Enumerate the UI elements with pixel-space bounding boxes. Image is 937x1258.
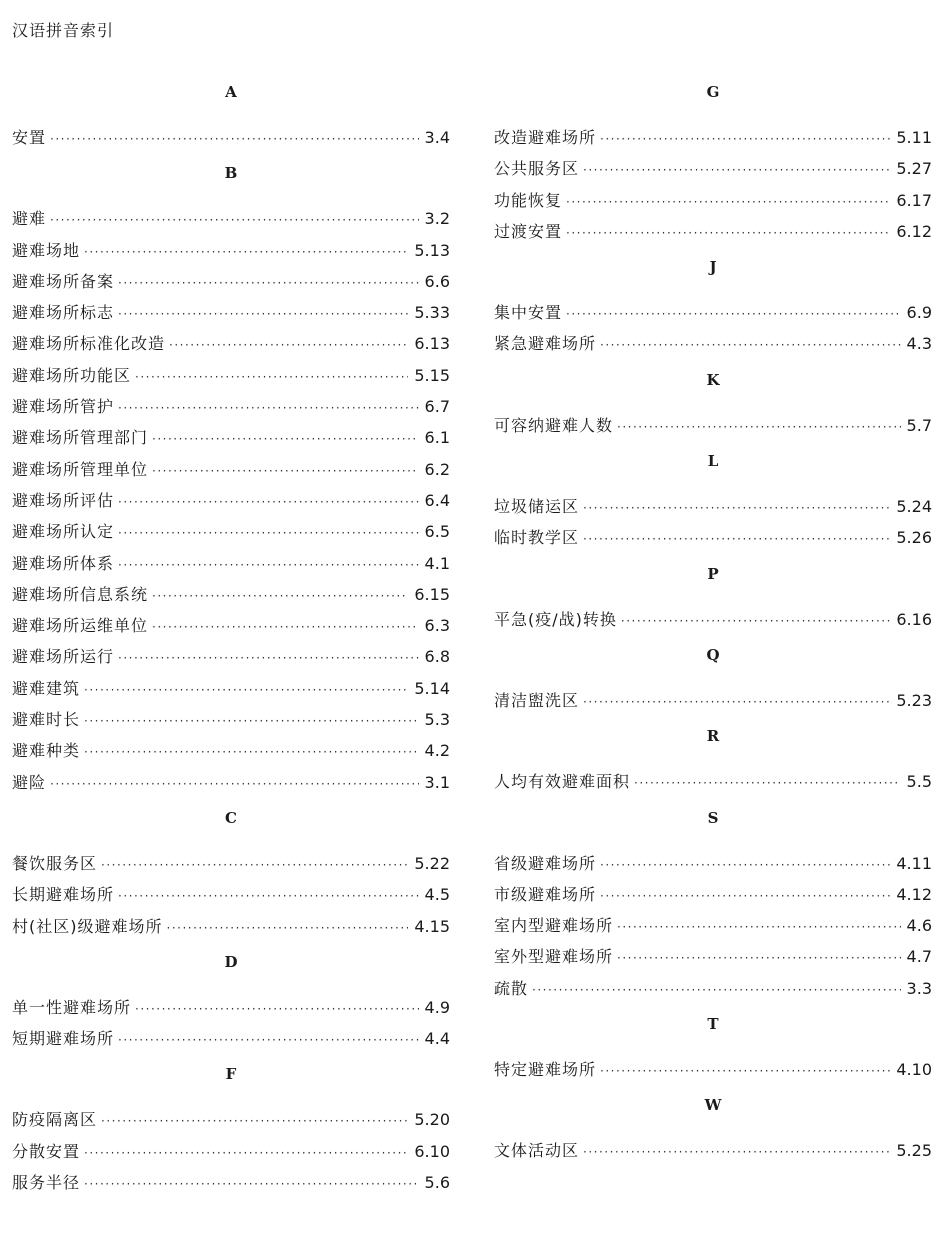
dot-leader	[118, 1025, 419, 1056]
index-clause-number: 4.7	[906, 947, 932, 967]
index-section-d	[12, 944, 450, 1055]
index-term: 避难场所运行	[12, 647, 115, 667]
index-entry[interactable]	[12, 422, 450, 453]
index-section-f	[12, 1056, 450, 1198]
index-clause-number: 5.33	[414, 303, 450, 323]
index-entry[interactable]	[12, 266, 450, 297]
dot-leader	[101, 1106, 408, 1137]
section-letter: W	[704, 1096, 722, 1115]
index-clause-number: 4.2	[424, 741, 450, 761]
index-entry[interactable]	[12, 992, 450, 1023]
index-entry[interactable]	[494, 185, 932, 216]
dot-leader	[167, 913, 409, 944]
index-term: 防疫隔离区	[12, 1110, 98, 1130]
index-column-right	[494, 72, 932, 1167]
index-term: 清洁盥洗区	[494, 690, 580, 710]
dot-leader	[118, 643, 419, 674]
index-clause-number: 5.14	[414, 678, 450, 698]
dot-leader	[135, 994, 419, 1025]
index-clause-number: 5.3	[424, 710, 450, 730]
index-entry[interactable]	[494, 153, 932, 184]
index-clause-number: 4.4	[424, 1029, 450, 1049]
index-section-s	[494, 800, 932, 1004]
section-letter: J	[709, 258, 717, 277]
index-clause-number: 6.17	[896, 190, 932, 210]
index-entry[interactable]	[12, 454, 450, 485]
index-entry[interactable]	[494, 879, 932, 910]
index-term: 避难场所备案	[12, 271, 115, 291]
dot-leader	[600, 881, 890, 912]
index-clause-number: 3.1	[424, 772, 450, 792]
index-term: 单一性避难场所	[12, 997, 132, 1017]
dot-leader	[621, 606, 890, 637]
index-entry[interactable]	[12, 848, 450, 879]
section-letter: Q	[706, 645, 720, 664]
index-entry[interactable]	[12, 516, 450, 547]
index-clause-number: 6.12	[896, 221, 932, 241]
index-entry[interactable]	[12, 735, 450, 766]
dot-leader	[583, 687, 890, 718]
index-section-j	[494, 249, 932, 360]
index-entry[interactable]	[12, 548, 450, 579]
index-term: 避难时长	[12, 710, 81, 730]
index-term: 过渡安置	[494, 221, 563, 241]
index-term: 避难种类	[12, 741, 81, 761]
index-entry[interactable]	[12, 328, 450, 359]
index-clause-number: 3.4	[424, 128, 450, 147]
dot-leader	[600, 124, 890, 155]
dot-leader	[152, 456, 419, 487]
index-clause-number: 3.2	[424, 209, 450, 229]
index-term: 特定避难场所	[494, 1060, 597, 1080]
index-section-b	[12, 155, 450, 798]
index-entry[interactable]	[12, 485, 450, 516]
index-entry[interactable]	[494, 1135, 932, 1166]
index-entry[interactable]	[12, 122, 450, 153]
index-term: 长期避难场所	[12, 885, 115, 905]
index-term: 避难场所体系	[12, 553, 115, 573]
index-clause-number: 5.25	[896, 1141, 932, 1161]
dot-leader	[600, 330, 901, 361]
index-clause-number: 5.7	[906, 415, 932, 435]
index-entry[interactable]	[494, 973, 932, 1004]
index-entry[interactable]	[12, 1023, 450, 1054]
section-letter: F	[225, 1065, 237, 1084]
index-entry[interactable]	[12, 767, 450, 798]
dot-leader	[600, 1056, 890, 1087]
section-letter: D	[224, 952, 238, 971]
dot-leader	[118, 299, 408, 330]
index-clause-number: 6.8	[424, 647, 450, 667]
index-term: 功能恢复	[494, 190, 563, 210]
index-term: 避险	[12, 772, 47, 792]
dot-leader	[617, 912, 901, 943]
dot-leader	[617, 412, 901, 443]
index-entry[interactable]	[12, 360, 450, 391]
dot-leader	[583, 1137, 890, 1168]
index-term: 临时教学区	[494, 528, 580, 548]
dot-leader	[84, 1138, 408, 1169]
dot-leader	[583, 155, 890, 186]
index-term: 餐饮服务区	[12, 853, 98, 873]
index-entry[interactable]	[494, 216, 932, 247]
dot-leader	[566, 299, 901, 330]
index-term: 避难场所标准化改造	[12, 334, 166, 354]
index-term: 避难场所信息系统	[12, 584, 149, 604]
index-term: 避难	[12, 209, 47, 229]
dot-leader	[118, 268, 419, 299]
index-clause-number: 6.4	[424, 490, 450, 510]
index-clause-number: 4.15	[414, 916, 450, 936]
dot-leader	[169, 330, 408, 361]
index-clause-number: 4.10	[896, 1060, 932, 1080]
index-section-k	[494, 362, 932, 441]
index-entry[interactable]	[12, 297, 450, 328]
index-clause-number: 4.5	[424, 885, 450, 905]
dot-leader	[135, 362, 408, 393]
index-term: 短期避难场所	[12, 1029, 115, 1049]
index-entry[interactable]	[12, 1136, 450, 1167]
index-clause-number: 5.15	[414, 365, 450, 385]
index-term: 避难场地	[12, 240, 81, 260]
dot-leader	[617, 943, 901, 974]
index-column-left	[12, 72, 450, 1198]
index-clause-number: 5.20	[414, 1110, 450, 1130]
dot-leader	[84, 675, 408, 706]
index-entry[interactable]	[494, 1054, 932, 1085]
index-term: 室外型避难场所	[494, 947, 614, 967]
index-term: 避难场所管理部门	[12, 428, 149, 448]
index-clause-number: 5.22	[414, 853, 450, 873]
section-letter: B	[224, 164, 238, 183]
index-section-p	[494, 556, 932, 635]
index-entry[interactable]	[494, 941, 932, 972]
index-term: 人均有效避难面积	[494, 772, 631, 792]
index-clause-number: 6.15	[414, 584, 450, 604]
index-section-a	[12, 74, 450, 153]
index-clause-number: 4.1	[424, 553, 450, 573]
section-letter: P	[707, 564, 719, 583]
index-entry[interactable]	[494, 685, 932, 716]
index-section-l	[494, 443, 932, 554]
dot-leader	[634, 768, 901, 799]
dot-leader	[118, 550, 419, 581]
index-term: 省级避难场所	[494, 853, 597, 873]
index-section-r	[494, 718, 932, 797]
dot-leader	[50, 205, 419, 236]
dot-leader	[84, 706, 419, 737]
index-clause-number: 6.9	[906, 303, 932, 323]
dot-leader	[532, 975, 901, 1006]
index-clause-number: 5.5	[906, 772, 932, 792]
index-clause-number: 6.16	[896, 609, 932, 629]
index-entry[interactable]	[12, 911, 450, 942]
index-entry[interactable]	[494, 328, 932, 359]
dot-leader	[600, 850, 890, 881]
index-entry[interactable]	[494, 297, 932, 328]
index-entry[interactable]	[12, 641, 450, 672]
index-term: 避难场所功能区	[12, 365, 132, 385]
section-letter: C	[225, 808, 237, 827]
index-clause-number: 5.6	[424, 1173, 450, 1193]
index-clause-number: 6.3	[424, 616, 450, 636]
index-clause-number: 4.9	[424, 997, 450, 1017]
section-letter: T	[707, 1015, 719, 1034]
index-term: 疏散	[494, 978, 529, 998]
index-term: 平急(疫/战)转换	[494, 609, 617, 629]
index-entry[interactable]	[12, 610, 450, 641]
index-term: 公共服务区	[494, 159, 580, 179]
index-clause-number: 6.2	[424, 459, 450, 479]
index-term: 集中安置	[494, 303, 563, 323]
dot-leader	[152, 581, 408, 612]
dot-leader	[50, 769, 419, 800]
index-clause-number: 4.11	[896, 853, 932, 873]
index-entry[interactable]	[12, 879, 450, 910]
index-entry[interactable]	[12, 673, 450, 704]
index-clause-number: 3.3	[906, 978, 932, 998]
index-term: 避难建筑	[12, 678, 81, 698]
section-letter: S	[707, 808, 719, 827]
index-term: 避难场所标志	[12, 303, 115, 323]
section-letter: L	[707, 452, 719, 471]
index-clause-number: 5.24	[896, 497, 932, 517]
index-clause-number: 4.12	[896, 884, 932, 904]
section-letter: G	[706, 83, 720, 101]
dot-leader	[118, 393, 419, 424]
index-clause-number: 4.3	[906, 334, 932, 354]
dot-leader	[84, 237, 408, 268]
index-entry[interactable]	[12, 203, 450, 234]
index-term: 分散安置	[12, 1141, 81, 1161]
index-clause-number: 6.6	[424, 271, 450, 291]
section-letter: K	[706, 370, 720, 389]
index-entry[interactable]	[494, 122, 932, 153]
index-term: 安置	[12, 128, 47, 147]
index-entry[interactable]	[12, 579, 450, 610]
dot-leader	[84, 1169, 419, 1200]
index-term: 紧急避难场所	[494, 334, 597, 354]
index-clause-number: 5.13	[414, 240, 450, 260]
index-entry[interactable]	[494, 604, 932, 635]
index-entry[interactable]	[494, 522, 932, 553]
index-term: 避难场所管护	[12, 397, 115, 417]
index-section-t	[494, 1006, 932, 1085]
dot-leader	[118, 518, 419, 549]
index-section-c	[12, 800, 450, 942]
index-term: 服务半径	[12, 1173, 81, 1193]
index-clause-number: 5.11	[896, 128, 932, 147]
dot-leader	[583, 493, 890, 524]
dot-leader	[84, 737, 419, 768]
section-letter: A	[225, 83, 237, 101]
index-term: 文体活动区	[494, 1141, 580, 1161]
dot-leader	[101, 850, 408, 881]
dot-leader	[50, 124, 419, 155]
index-clause-number: 5.26	[896, 528, 932, 548]
index-term: 改造避难场所	[494, 128, 597, 147]
index-entry[interactable]	[494, 766, 932, 797]
dot-leader	[152, 612, 419, 643]
index-entry[interactable]	[494, 910, 932, 941]
index-clause-number: 6.10	[414, 1141, 450, 1161]
index-entry[interactable]	[12, 704, 450, 735]
index-term: 室内型避难场所	[494, 916, 614, 936]
index-term: 村(社区)级避难场所	[12, 916, 163, 936]
page-title: 汉语拼音索引	[12, 21, 115, 40]
index-term: 避难场所认定	[12, 522, 115, 542]
index-term: 垃圾储运区	[494, 497, 580, 517]
index-clause-number: 6.1	[424, 428, 450, 448]
index-entry[interactable]	[12, 1167, 450, 1198]
index-entry[interactable]	[494, 410, 932, 441]
dot-leader	[566, 187, 890, 218]
index-clause-number: 4.6	[906, 916, 932, 936]
index-entry[interactable]	[12, 235, 450, 266]
index-term: 市级避难场所	[494, 884, 597, 904]
section-letter: R	[706, 727, 720, 746]
index-entry[interactable]	[12, 391, 450, 422]
dot-leader	[583, 524, 890, 555]
index-section-q	[494, 637, 932, 716]
index-clause-number: 6.13	[414, 334, 450, 354]
dot-leader	[118, 487, 419, 518]
index-term: 避难场所管理单位	[12, 459, 149, 479]
dot-leader	[118, 881, 419, 912]
index-entry[interactable]	[12, 1104, 450, 1135]
dot-leader	[152, 424, 419, 455]
index-term: 避难场所运维单位	[12, 616, 149, 636]
index-term: 避难场所评估	[12, 490, 115, 510]
index-section-g	[494, 74, 932, 247]
dot-leader	[566, 218, 890, 249]
index-section-w	[494, 1087, 932, 1166]
index-entry[interactable]	[494, 491, 932, 522]
index-clause-number: 6.5	[424, 522, 450, 542]
index-clause-number: 5.23	[896, 690, 932, 710]
index-clause-number: 5.27	[896, 159, 932, 179]
index-clause-number: 6.7	[424, 397, 450, 417]
index-term: 可容纳避难人数	[494, 415, 614, 435]
index-entry[interactable]	[494, 848, 932, 879]
